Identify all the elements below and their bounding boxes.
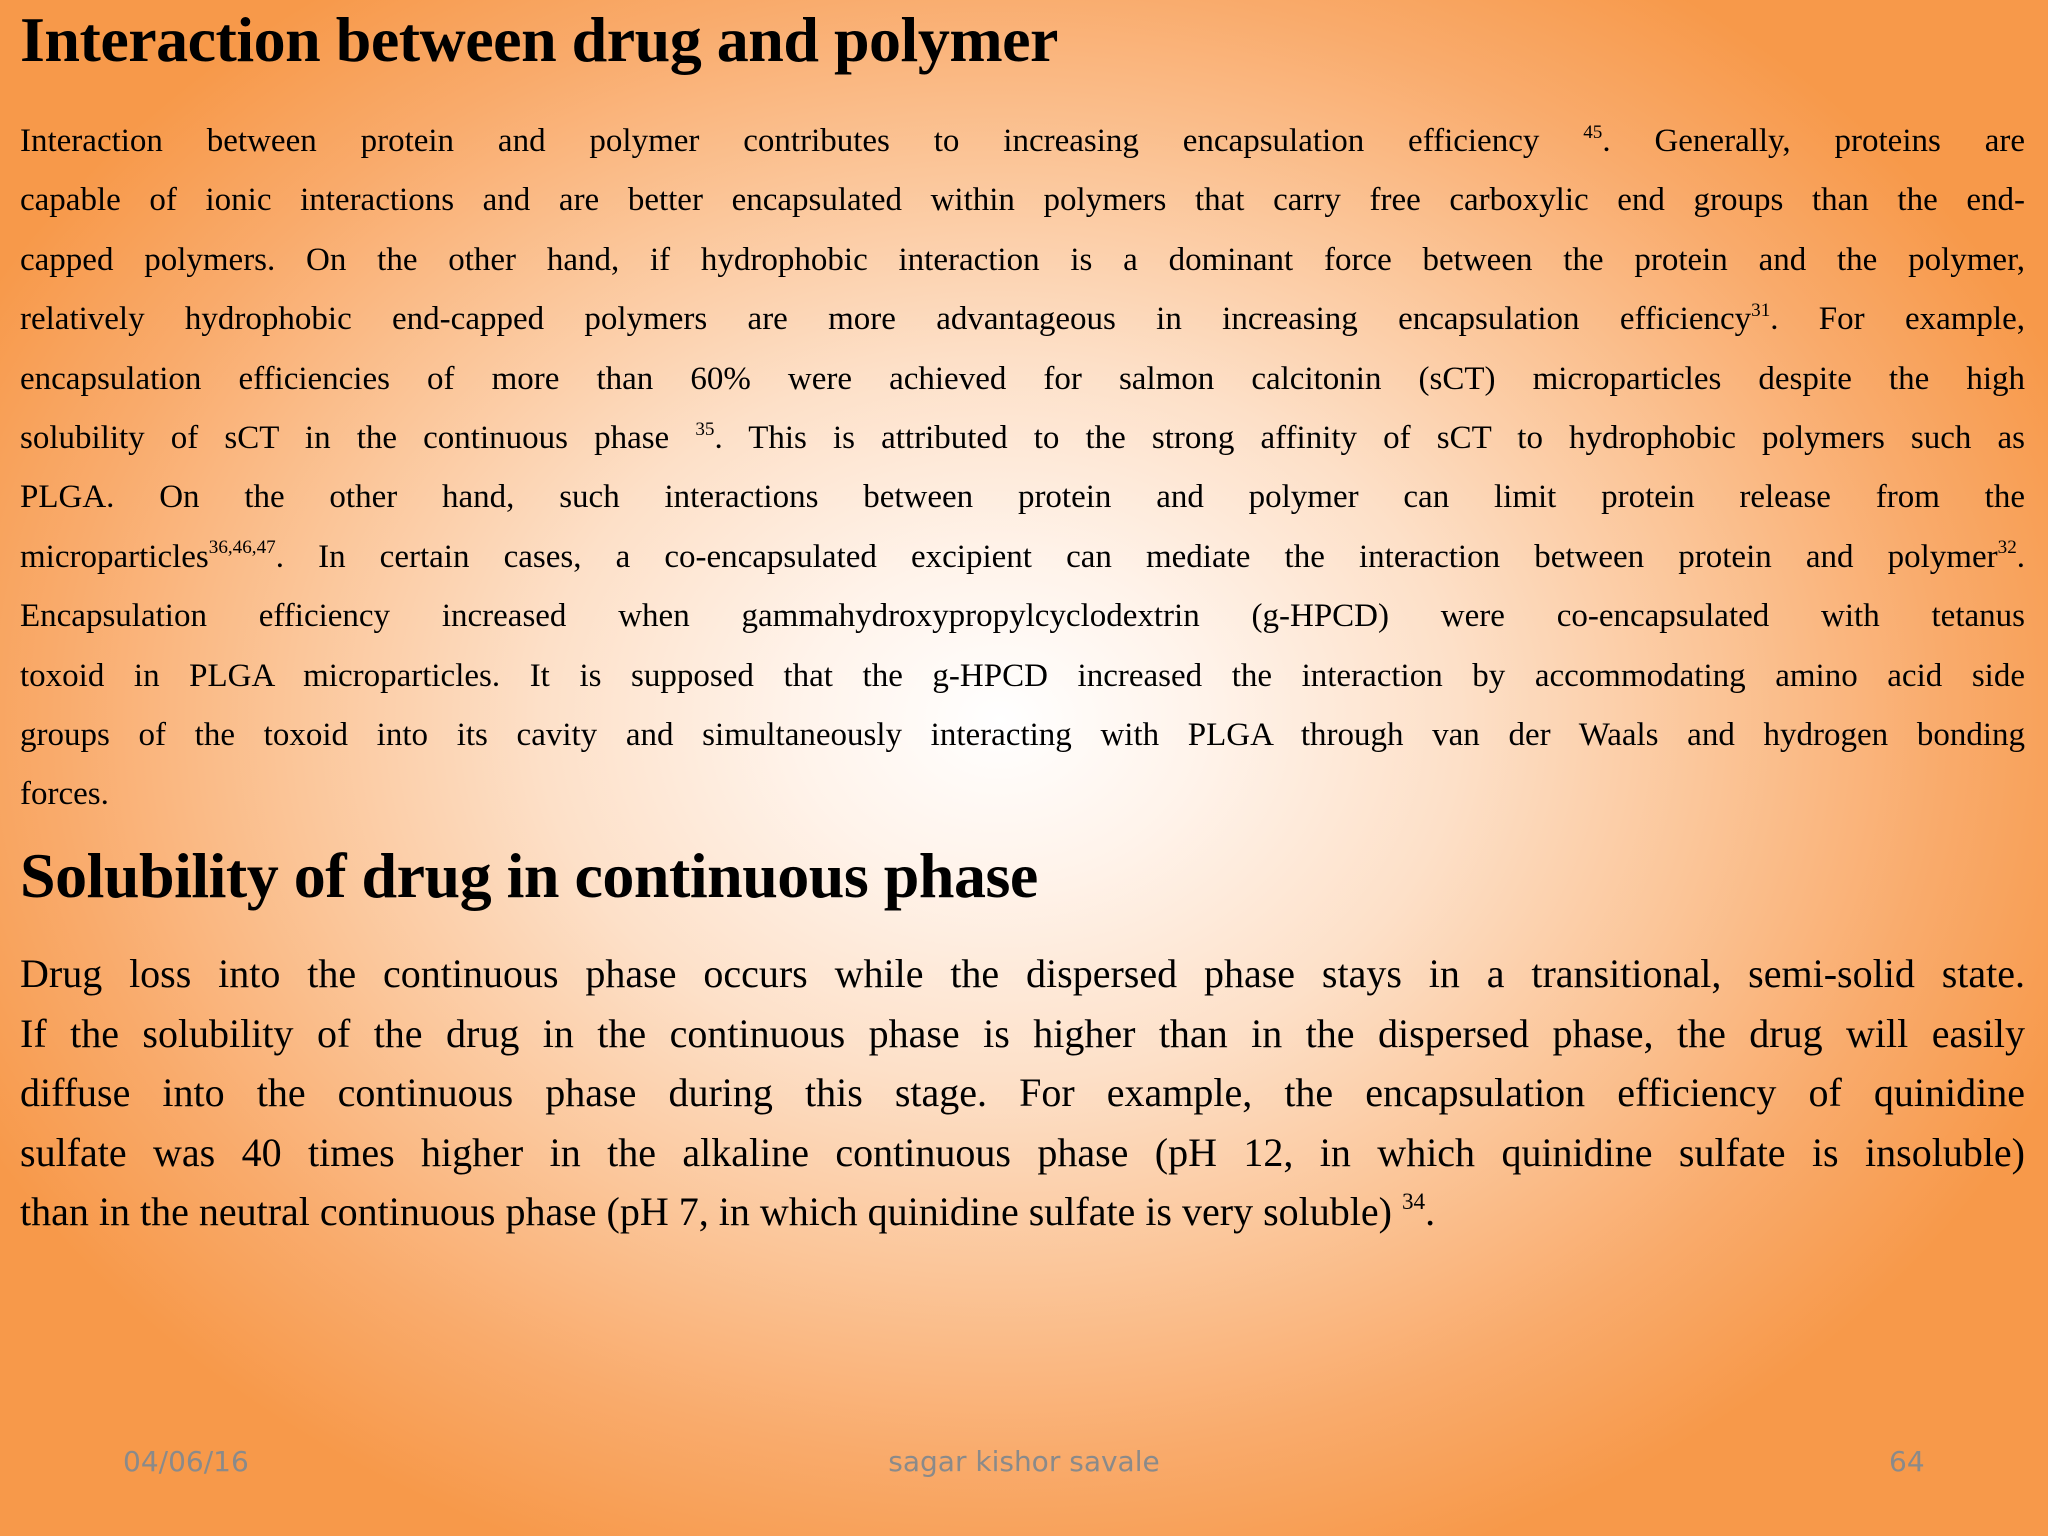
citation: 45 [1583, 121, 1603, 143]
footer-date: 04/06/16 [123, 1445, 249, 1478]
paragraph-line: solubility of sCT in the continuous phase $^{35}$. This is attributed to the strong affinity of sCT to hydrophobic polymers such as [20, 418, 2025, 456]
paragraph-line: diffuse into the continuous phase during this stage. For example, the encapsulation efficiency of quinidine [20, 1070, 2025, 1116]
paragraph-line: than in the neutral continuous phase (pH 7, in which quinidine sulfate is very soluble) $^{34}$. [20, 1189, 1436, 1235]
footer-page-number: 64 [1889, 1445, 1925, 1478]
paragraph-solubility [20, 944, 2025, 1242]
paragraph-line: If the solubility of the drug in the continuous phase is higher than in the dispersed phase, the drug will easily [20, 1010, 2025, 1056]
paragraph-line: toxoid in PLGA microparticles. It is supposed that the g-HPCD increased the interaction by accommodating amino acid side [20, 657, 2025, 694]
paragraph-interaction [20, 112, 2025, 825]
citation: 35 [695, 418, 715, 440]
paragraph-line: microparticles$^{36,46,47}$. In certain cases, a co-encapsulated excipient can mediate the interaction between protein and polymer$^{32}$. [20, 537, 2025, 575]
paragraph-line: groups of the toxoid into its cavity and simultaneously interacting with PLGA through van der Waals and hydrogen bonding [20, 716, 2025, 753]
citation: 34 [1401, 1189, 1426, 1216]
citation: 32 [1997, 537, 2017, 559]
paragraph-line: capable of ionic interactions and are better encapsulated within polymers that carry free carboxylic end groups than the end- [20, 182, 2025, 219]
paragraph-line: relatively hydrophobic end-capped polymers are more advantageous in increasing encapsulation efficiency$^{31}$. For example, [20, 299, 2025, 338]
paragraph-line: Drug loss into the continuous phase occurs while the dispersed phase stays in a transitional, semi-solid state. [20, 951, 2025, 996]
paragraph-line: forces. [20, 776, 109, 813]
paragraph-line: Encapsulation efficiency increased when gammahydroxypropylcyclodextrin (g-HPCD) were co-encapsulated with tetanus [20, 598, 2025, 635]
paragraph-line: capped polymers. On the other hand, if hydrophobic interaction is a dominant force between the protein and the polymer, [20, 241, 2025, 278]
paragraph-line: sulfate was 40 times higher in the alkaline continuous phase (pH 12, in which quinidine sulfate is insoluble) [20, 1129, 2025, 1175]
paragraph-line: PLGA. On the other hand, such interactions between protein and polymer can limit protein release from the [20, 479, 2025, 516]
citation: 36,46,47 [208, 537, 276, 559]
paragraph-line: Interaction between protein and polymer contributes to increasing encapsulation efficiency $^{45}$. Generally, proteins are [20, 121, 2025, 159]
citation: 31 [1751, 299, 1771, 321]
section-heading-solubility: Solubility of drug in continuous phase [20, 840, 1038, 911]
section-heading-interaction: Interaction between drug and polymer [20, 4, 1058, 75]
paragraph-line: encapsulation efficiencies of more than 60% were achieved for salmon calcitonin (sCT) microparticles despite the high [20, 360, 2025, 397]
footer-author: sagar kishor savale [888, 1445, 1160, 1478]
